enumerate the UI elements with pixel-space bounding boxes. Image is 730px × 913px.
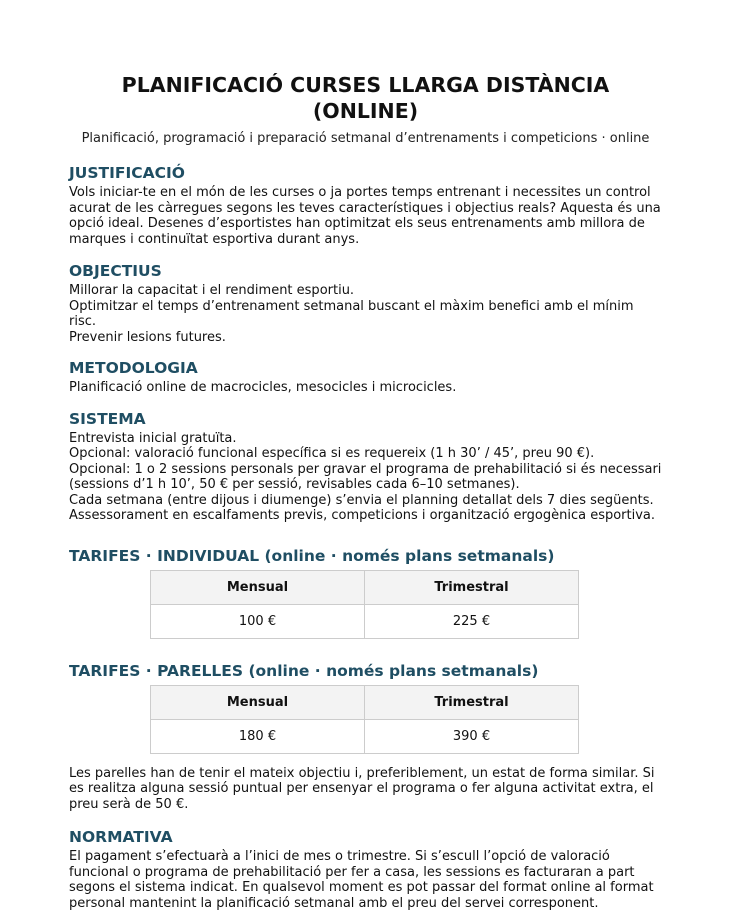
system-item: Opcional: 1 o 2 sessions personals per gravar el programa de prehabilitació si és necessari (sessions d’1 h 10’, 50 € per sessió, revisables cada 6–10 setmanes).	[69, 461, 662, 492]
price-trimestral: 390 €	[365, 719, 579, 753]
objective-item: Millorar la capacitat i el rendiment esportiu.	[69, 283, 355, 298]
document-subtitle: Planificació, programació i preparació setmanal d’entrenaments i competicions · online	[81, 131, 650, 146]
price-trimestral: 225 €	[365, 604, 579, 638]
column-header-mensual: Mensual	[151, 685, 365, 719]
section-metodologia	[69, 358, 662, 396]
price-table-parelles	[150, 685, 579, 754]
section-heading: OBJECTIUS	[69, 262, 162, 280]
section-objectius	[69, 261, 662, 345]
column-header-mensual: Mensual	[151, 570, 365, 604]
section-heading: SISTEMA	[69, 409, 146, 428]
objective-item: Optimitzar el temps d’entrenament setmanal buscant el màxim benefici amb el mínim risc.	[69, 298, 634, 329]
price-mensual: 100 €	[151, 604, 365, 638]
section-sistema	[69, 409, 662, 524]
section-normativa	[69, 827, 662, 911]
table-row	[151, 719, 579, 753]
objectives-list	[69, 283, 662, 345]
section-heading: JUSTIFICACIÓ	[69, 164, 185, 182]
document-title: PLANIFICACIÓ CURSES LLARGA DISTÀNCIA (ONLINE)	[121, 73, 610, 123]
section-justificacio	[69, 163, 662, 247]
price-table-individual	[150, 570, 579, 639]
system-list	[69, 431, 662, 524]
column-header-trimestral: Trimestral	[365, 685, 579, 719]
system-item: Assessorament en escalfaments previs, competicions i organització ergogènica esportiva.	[69, 508, 656, 523]
table-row	[151, 604, 579, 638]
objective-item: Prevenir lesions futures.	[69, 329, 226, 345]
section-text: Vols iniciar-te en el món de les curses o ja portes temps entrenant i necessites un control acurat de les càrregues segons les teves característiques i objectius reals? Aquesta és una opció ideal. Desenes d’esportistes han optimitzat els seus entrenaments amb millora de marques i continuïtat esportiva durant anys.	[69, 185, 661, 247]
price-mensual: 180 €	[151, 719, 365, 753]
system-item: Cada setmana (entre dijous i diumenge) s’envia el planning detallat dels 7 dies següents.	[69, 492, 654, 508]
table-header-row	[151, 570, 579, 604]
section-heading: METODOLOGIA	[69, 359, 198, 377]
section-tarifes-individual	[69, 546, 662, 639]
column-header-trimestral: Trimestral	[365, 570, 579, 604]
section-heading: NORMATIVA	[69, 828, 173, 846]
section-heading: TARIFES · PARELLES (online · només plans setmanals)	[69, 661, 539, 680]
section-text: Planificació online de macrocicles, mesocicles i microcicles.	[69, 380, 457, 395]
table-header-row	[151, 685, 579, 719]
section-tarifes-parelles	[69, 661, 662, 813]
system-item: Opcional: valoració funcional específica si es requereix (1 h 30’ / 45’, preu 90 €).	[69, 446, 595, 461]
section-text: El pagament s’efectuarà a l’inici de mes o trimestre. Si s’escull l’opció de valoració funcional o programa de prehabilitació per fer a casa, les sessions es facturaran a part segons el sistema indicat. En qualsevol moment es pot passar del format online al format personal mantenint la planificació setmanal amb el preu del servei corresponent.	[69, 849, 654, 911]
system-item: Entrevista inicial gratuïta.	[69, 430, 237, 446]
couples-note: Les parelles han de tenir el mateix objectiu i, preferiblement, un estat de forma similar. Si es realitza alguna sessió puntual per ensenyar el programa o fer alguna activitat extra, el preu serà de 50 €.	[69, 765, 655, 812]
section-heading: TARIFES · INDIVIDUAL (online · només plans setmanals)	[69, 546, 555, 565]
